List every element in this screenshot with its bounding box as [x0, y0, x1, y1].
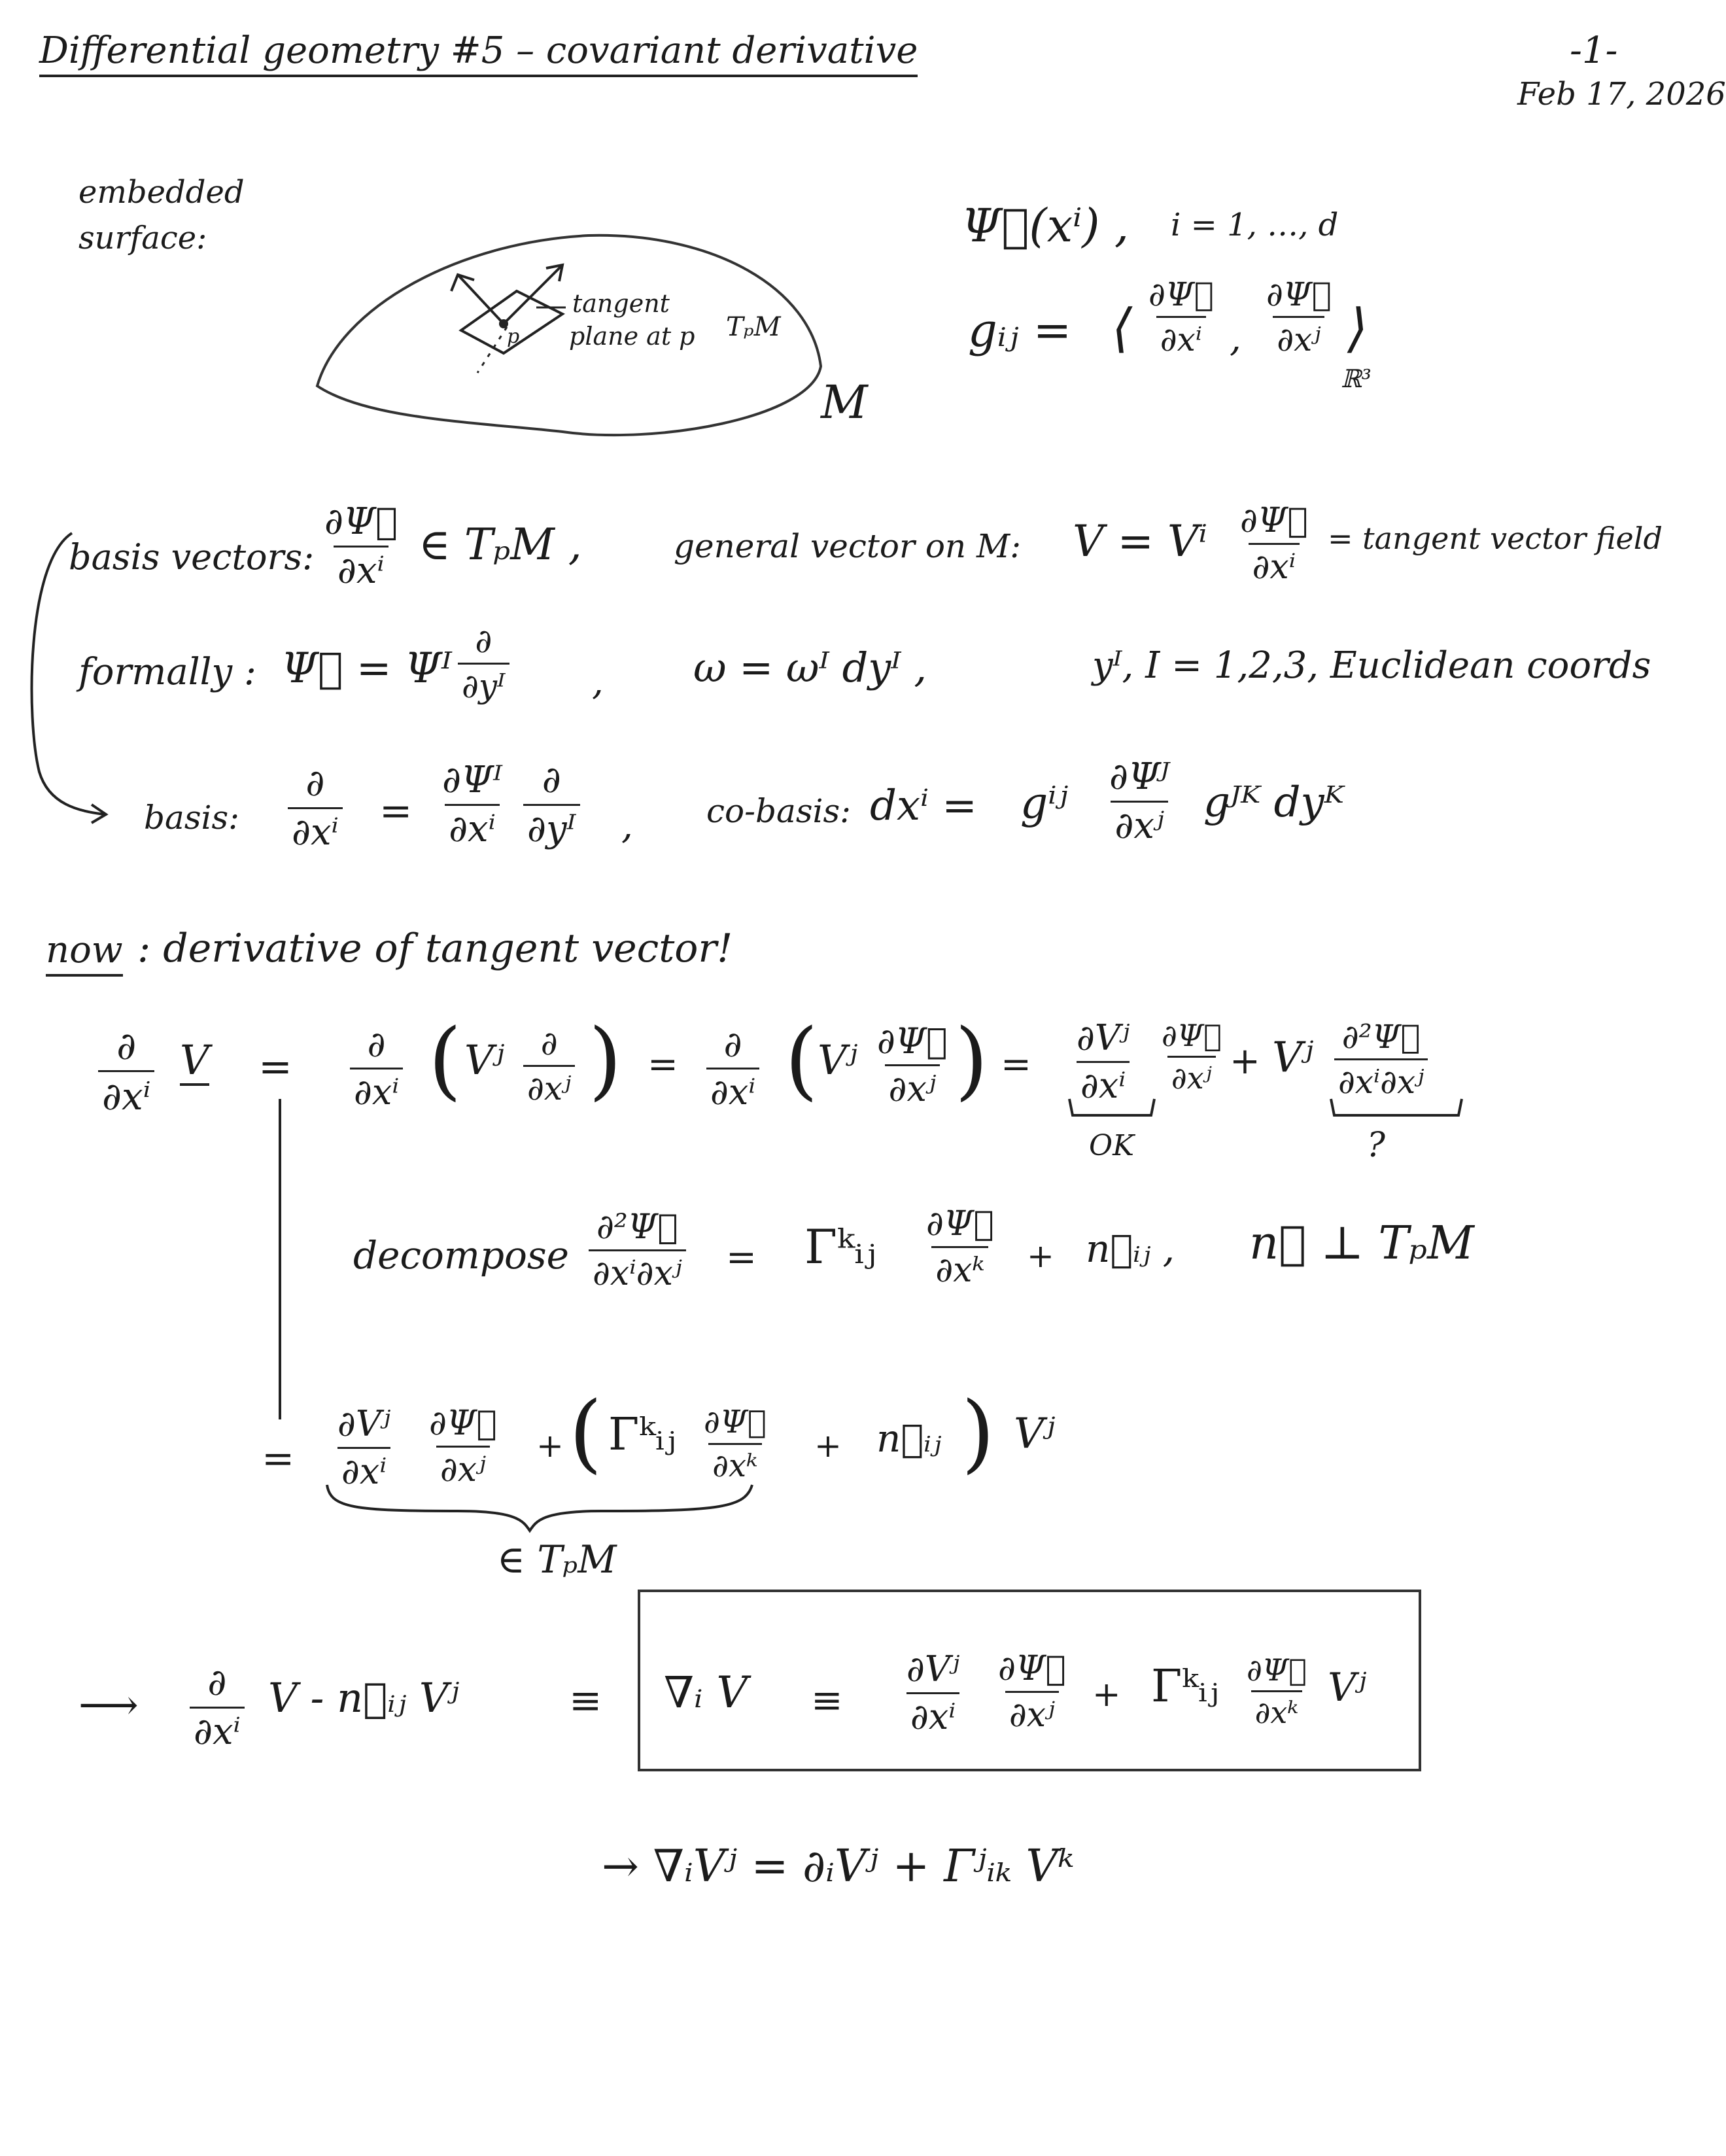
christoffel-2: Γᵏᵢⱼ	[608, 1409, 676, 1461]
metric-bracket-open: ⟨	[1112, 298, 1133, 358]
embedding-map: Ψ⃗(xⁱ) ,	[961, 199, 1130, 252]
result-frac-2: $\frac{\partial\Psi⃗}{\text{∂xʲ}}$	[429, 1404, 497, 1489]
general-vector-label: general vector on M:	[674, 527, 1022, 565]
final-lhs-frac: ∂ ∂xⁱ	[190, 1665, 245, 1750]
inner-frac-3: $\frac{\partial\Psi⃗}{\text{∂xʲ}}$	[877, 1020, 948, 1109]
product-frac-1: $\frac{\text{∂Vʲ}}{\text{∂xⁱ}}$	[1077, 1017, 1130, 1106]
index-range: i = 1, …, d	[1171, 207, 1339, 243]
metric-lhs: gᵢⱼ =	[968, 304, 1072, 357]
paren-open-2: (	[428, 1010, 462, 1109]
basis-comma: ,	[621, 805, 633, 847]
boxed-frac-1: $\frac{\text{∂Vʲ}}{\text{∂xⁱ}}$	[906, 1648, 960, 1737]
christoffel-1: Γᵏᵢⱼ	[804, 1219, 876, 1274]
metric-comma: ,	[1230, 317, 1241, 360]
result-normal: n⃗ᵢⱼ	[876, 1416, 942, 1461]
decompose-frac-2: $\frac{\partial\Psi⃗}{\text{∂xᵏ}}$	[926, 1204, 994, 1290]
general-vector-frac: $\frac{\partial\Psi⃗}{\text{∂xⁱ}}$	[1240, 501, 1308, 587]
metric-frac-1: $\frac{\partial\Psi⃗}{\text{∂xⁱ}}$	[1148, 275, 1214, 358]
decompose-eq: =	[726, 1236, 757, 1279]
basis-frac-2: $\frac{\text{∂Ψᴵ}}{\text{∂xⁱ}}$	[442, 759, 502, 850]
metric-frac-2: $\frac{\partial\Psi⃗}{\text{∂xʲ}}$	[1266, 275, 1332, 358]
paren-close-2: )	[589, 1010, 622, 1109]
brace-label: ∈ TₚM	[497, 1537, 617, 1582]
embedded-label-line1: embedded	[78, 174, 245, 211]
cobasis-rhs: gᴶᴷ dyᴷ	[1203, 778, 1344, 827]
basis-label: basis:	[144, 799, 239, 837]
result-paren-open: (	[569, 1383, 602, 1482]
normal-perp: n⃗ ⊥ TₚM	[1249, 1216, 1474, 1270]
basis-in-tangent: ∈ TₚM ,	[419, 519, 582, 570]
metric-bracket-close: ⟩	[1347, 298, 1368, 358]
boxed-frac-2: $\frac{\partial\Psi⃗}{\text{∂xʲ}}$	[998, 1649, 1066, 1735]
eq-1: =	[258, 1043, 292, 1090]
one-form-omega: ω = ωᴵ dyᴵ ,	[693, 644, 927, 691]
question-label: ?	[1367, 1126, 1385, 1165]
boxed-frac-3: $\frac{\partial\Psi⃗}{\text{∂xᵏ}}$	[1247, 1652, 1307, 1730]
paren-close-3: )	[955, 1010, 988, 1109]
basis-vectors-label: basis vectors:	[69, 536, 315, 578]
page-date: Feb 17, 2026	[1517, 76, 1726, 113]
Vj-4: Vʲ	[1272, 1034, 1314, 1082]
plus-1: +	[1230, 1040, 1260, 1083]
result-paren-close: )	[961, 1383, 995, 1482]
tangent-plane-label-2: plane at p	[569, 322, 695, 351]
tangent-plane-label-1: tangent	[572, 289, 670, 318]
page-number: -1-	[1570, 29, 1618, 72]
cobasis-lhs: dxⁱ =	[870, 782, 977, 830]
basis-frac-1: ∂ ∂xⁱ	[288, 765, 343, 851]
boxed-Vj: Vʲ	[1328, 1665, 1367, 1711]
decompose-plus: +	[1027, 1237, 1054, 1275]
basis-eq: =	[379, 788, 413, 834]
page-title: Differential geometry #5 – covariant derivative	[39, 33, 918, 77]
now-label: now	[46, 932, 123, 977]
point-p-label: p	[507, 325, 520, 348]
derivative-op-2: ∂ ∂xⁱ	[350, 1027, 403, 1110]
formally-lhs: Ψ⃗ = Ψᴵ	[281, 644, 452, 693]
formally-frac: ∂ ∂yᴵ	[458, 625, 509, 703]
final-lhs-rest: V - n⃗ᵢⱼ Vʲ	[268, 1674, 459, 1722]
nabla-i-V: ∇ᵢ V	[664, 1667, 748, 1718]
Vj-3: Vʲ	[818, 1036, 858, 1084]
cobasis-inverse-metric: gⁱʲ	[1020, 778, 1068, 828]
eq-4: =	[262, 1436, 295, 1482]
metric-subscript: ℝ³	[1341, 364, 1372, 393]
result-plus-2: +	[814, 1427, 842, 1465]
final-component-formula: → ∇ᵢVʲ = ∂ᵢVʲ + Γʲᵢₖ Vᵏ	[602, 1841, 1075, 1892]
result-plus-1: +	[536, 1427, 564, 1465]
cobasis-frac: $\frac{\text{∂Ψᴶ}}{\text{∂xʲ}}$	[1109, 756, 1170, 847]
decompose-label: decompose	[353, 1233, 569, 1278]
equiv-2: ≡	[811, 1678, 843, 1722]
cobasis-label: co-basis:	[706, 792, 851, 830]
inner-frac-2: ∂ ∂xʲ	[523, 1027, 575, 1105]
basis-frac-3: ∂ ∂yᴵ	[523, 762, 580, 848]
derivative-op-3: ∂ ∂xⁱ	[706, 1027, 759, 1110]
result-Vj: Vʲ	[1014, 1410, 1056, 1458]
general-vector-lhs: V = Vⁱ	[1073, 516, 1207, 566]
christoffel-3: Γᵏᵢⱼ	[1151, 1661, 1219, 1713]
manifold-label: M	[821, 375, 868, 429]
Vj-2: Vʲ	[464, 1036, 505, 1084]
euclidean-coords: yᴵ, I = 1,2,3, Euclidean coords	[1092, 644, 1651, 687]
formally-comma: ,	[592, 661, 604, 703]
equiv-1: ≡	[569, 1678, 602, 1724]
tangent-space-label: TₚM	[726, 312, 781, 342]
result-frac-3: $\frac{\partial\Psi⃗}{\text{∂xᵏ}}$	[704, 1404, 767, 1484]
derivative-op-1: ∂ ∂xⁱ	[98, 1027, 154, 1115]
derivative-V: V	[180, 1040, 209, 1086]
normal-n-ij: n⃗ᵢⱼ ,	[1086, 1226, 1175, 1271]
decompose-frac: $\frac{\text{∂²Ψ⃗}}{\text{∂xⁱ∂xʲ}}$	[589, 1210, 686, 1291]
second-derivative-frac: $\frac{\text{∂²Ψ⃗}}{\text{∂xⁱ∂xʲ}}$	[1334, 1020, 1428, 1098]
embedded-label-line2: surface:	[78, 220, 207, 256]
now-text: : derivative of tangent vector!	[137, 926, 733, 971]
ok-label: OK	[1089, 1129, 1134, 1162]
result-frac-1: $\frac{\text{∂Vʲ}}{\text{∂xⁱ}}$	[337, 1403, 391, 1492]
product-frac-2: $\frac{\partial\Psi⃗}{\text{∂xʲ}}$	[1162, 1018, 1222, 1096]
paren-open-3: (	[785, 1010, 818, 1109]
implies-arrow: ⟶	[78, 1681, 139, 1730]
basis-vector-frac: $\frac{\partial\Psi⃗}{\text{∂xⁱ}}$	[324, 500, 398, 592]
formally-label: formally :	[78, 651, 256, 693]
eq-3: =	[1001, 1043, 1031, 1086]
tangent-vector-field-label: = tangent vector field	[1328, 521, 1663, 556]
boxed-plus: +	[1092, 1675, 1121, 1714]
eq-2: =	[647, 1043, 678, 1086]
